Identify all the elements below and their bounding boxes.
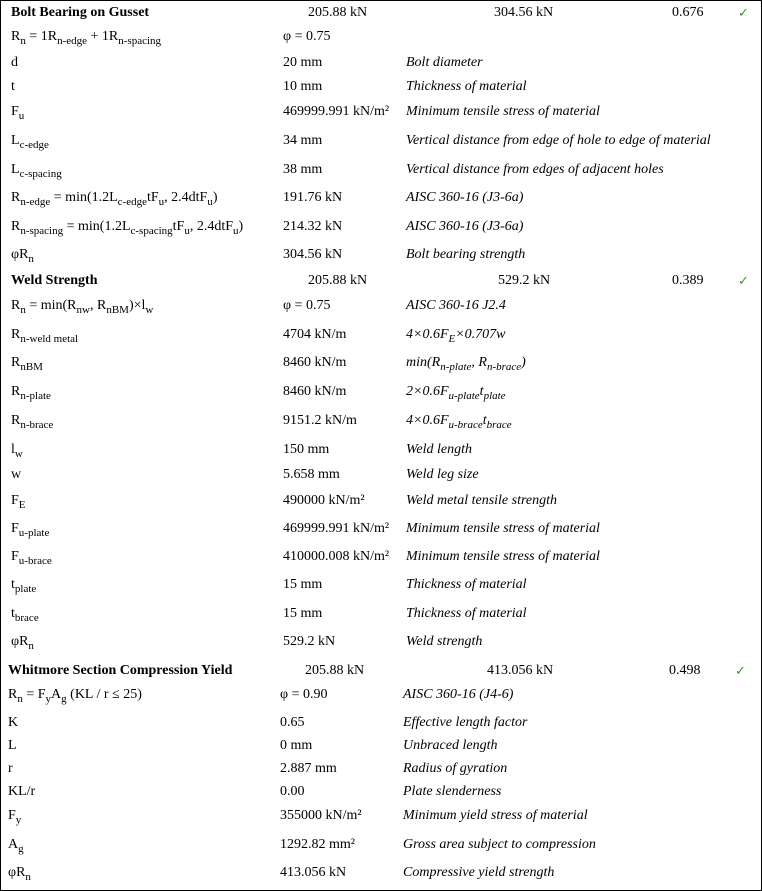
ratio-value: 0.389: [672, 273, 704, 288]
symbol: $\varphi R_n$: [8, 865, 31, 883]
description: $2\times 0.6F_{u-plate}t_{plate}$: [406, 384, 506, 402]
symbol: L: [8, 738, 17, 753]
description: Thickness of material: [406, 79, 527, 94]
value: 8460 kN/m: [283, 355, 347, 370]
symbol: $\varphi R_n$: [11, 247, 34, 265]
symbol: $R_{n-plate}$: [11, 384, 51, 402]
section-title: Whitmore Section Compression Yield: [8, 663, 233, 678]
symbol: $R_{n-weld metal}$: [11, 327, 79, 345]
description: Unbraced length: [403, 738, 498, 753]
description: AISC 360-16 (J3-6a): [406, 219, 524, 234]
value: 413.056 kN: [280, 865, 347, 880]
description: AISC 360-16 J2.4: [406, 298, 506, 313]
symbol: $A_g$: [8, 837, 24, 855]
description: Vertical distance from edges of adjacent holes: [406, 162, 664, 177]
description: $4\times 0.6F_{u-brace}t_{brace}$: [406, 413, 512, 431]
symbol: $L_{c-edge}$: [11, 133, 49, 151]
value: φ = 0.75: [283, 298, 331, 313]
description: Radius of gyration: [403, 761, 508, 776]
value: 34 mm: [283, 133, 323, 148]
description: Bolt diameter: [406, 55, 483, 70]
ratio-value: 0.676: [672, 5, 704, 20]
symbol: $R_{nBM}$: [11, 355, 43, 373]
value: 529.2 kN: [283, 634, 336, 649]
symbol: $R_n = 1R_{n-edge} + 1R_{n-spacing}$: [11, 29, 162, 47]
description: Plate slenderness: [403, 784, 502, 799]
value: 214.32 kN: [283, 219, 343, 234]
symbol: $F_E$: [11, 493, 26, 511]
symbol: $t_{brace}$: [11, 606, 39, 624]
symbol: $l_w$: [11, 442, 23, 460]
description: Thickness of material: [406, 606, 527, 621]
symbol: $F_u$: [11, 104, 25, 122]
value: φ = 0.75: [283, 29, 331, 44]
description: Minimum tensile stress of material: [406, 104, 600, 119]
value: 20 mm: [283, 55, 323, 70]
symbol: $t_{plate}$: [11, 577, 37, 595]
description: AISC 360-16 (J3-6a): [406, 190, 524, 205]
description: Gross area subject to compression: [403, 837, 596, 852]
symbol: $F_{u-brace}$: [11, 549, 52, 567]
demand-value: 205.88 kN: [308, 273, 368, 288]
value: 8460 kN/m: [283, 384, 347, 399]
description: Weld metal tensile strength: [406, 493, 557, 508]
description: Weld strength: [406, 634, 483, 649]
description: Vertical distance from edge of hole to edge of material: [406, 133, 711, 148]
description: Minimum tensile stress of material: [406, 521, 600, 536]
description: $4\times 0.6F_E\times 0.707w$: [406, 327, 506, 345]
symbol: $R_{n-edge} = \min(1.2L_{c-edge}tF_u$, 2.4dtF$_u$): [11, 190, 218, 208]
demand-value: 205.88 kN: [308, 5, 368, 20]
value: 150 mm: [283, 442, 330, 457]
symbol: d: [11, 55, 18, 70]
value: 4704 kN/m: [283, 327, 347, 342]
symbol: w: [11, 467, 22, 482]
value: 0.65: [280, 715, 305, 730]
description: Bolt bearing strength: [406, 247, 526, 262]
description: Weld leg size: [406, 467, 479, 482]
symbol: $R_{n-brace}$: [11, 413, 54, 431]
check-icon: ✓: [738, 273, 749, 288]
value: 2.887 mm: [280, 761, 337, 776]
symbol: r: [8, 761, 13, 776]
description: Minimum tensile stress of material: [406, 549, 600, 564]
value: 15 mm: [283, 577, 323, 592]
symbol: $F_{u-plate}$: [11, 521, 50, 539]
section-title: Bolt Bearing on Gusset: [11, 5, 150, 20]
symbol: $R_{n-spacing} = \min(1.2L_{c-spacing}tF_u$, 2.4dtF$_u$): [11, 219, 244, 237]
ratio-value: 0.498: [669, 663, 701, 678]
section-title: Weld Strength: [11, 273, 98, 288]
value: 469999.991 kN/m²: [283, 521, 390, 536]
value: 15 mm: [283, 606, 323, 621]
value: φ = 0.90: [280, 687, 328, 702]
check-icon: ✓: [738, 5, 749, 20]
value: 0 mm: [280, 738, 313, 753]
value: 410000.008 kN/m²: [283, 549, 390, 564]
symbol: KL/r: [8, 784, 36, 799]
symbol: $R_n = \min(R_{nw}$, $R_{nBM})\times l_w$: [11, 298, 154, 316]
value: 38 mm: [283, 162, 323, 177]
capacity-value: 304.56 kN: [494, 5, 554, 20]
symbol: $L_{c-spacing}$: [11, 162, 62, 180]
value: 355000 kN/m²: [280, 808, 362, 823]
value: 1292.82 mm²: [280, 837, 355, 852]
check-icon: ✓: [735, 663, 746, 678]
description: Weld length: [406, 442, 472, 457]
capacity-value: 529.2 kN: [498, 273, 551, 288]
description: Compressive yield strength: [403, 865, 555, 880]
value: 0.00: [280, 784, 305, 799]
capacity-value: 413.056 kN: [487, 663, 554, 678]
symbol: K: [8, 715, 19, 730]
value: 191.76 kN: [283, 190, 343, 205]
value: 469999.991 kN/m²: [283, 104, 390, 119]
symbol: $F_y$: [8, 808, 22, 826]
value: 5.658 mm: [283, 467, 340, 482]
description: Effective length factor: [403, 715, 528, 730]
description: Thickness of material: [406, 577, 527, 592]
symbol: $R_n = F_yA_g$ (KL / r ≤ 25): [8, 687, 142, 705]
value: 10 mm: [283, 79, 323, 94]
symbol: $\varphi R_n$: [11, 634, 34, 652]
description: $\min(R_{n-plate}$, $R_{n-brace}$): [406, 355, 526, 373]
description: Minimum yield stress of material: [403, 808, 588, 823]
value: 304.56 kN: [283, 247, 343, 262]
value: 9151.2 kN/m: [283, 413, 357, 428]
value: 490000 kN/m²: [283, 493, 365, 508]
demand-value: 205.88 kN: [305, 663, 365, 678]
description: AISC 360-16 (J4-6): [403, 687, 514, 702]
symbol: t: [11, 79, 15, 94]
